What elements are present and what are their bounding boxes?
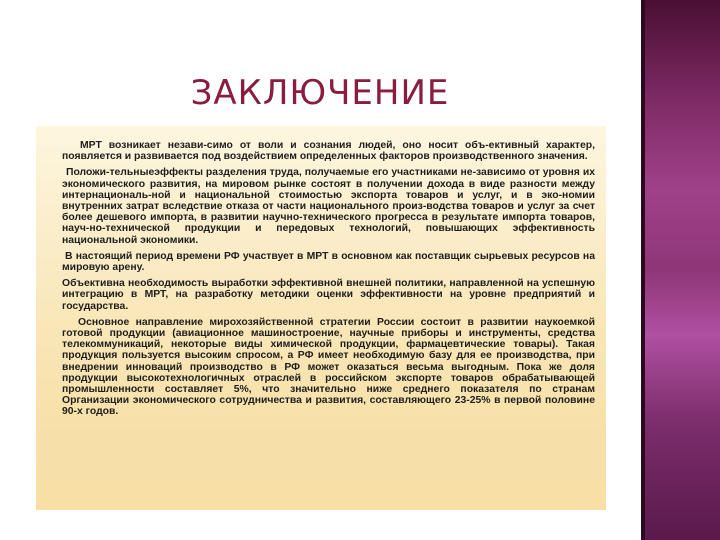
paragraph-3: В настоящий период времени РФ участвует в МРТ в основном как поставщик сырьевых ресурсов на мировую арену. — [62, 250, 595, 274]
decorative-side-band — [641, 0, 720, 540]
paragraph-5: Основное направление мирохозяйственной стратегии России состоит в развитии наукоемкой готовой продукции (авиационное машиностроение, научные приборы и инструменты, средства телекоммуникаций, некоторые виды химической продукции, фармацевтические товары). Такая продукция пользуется высоким спросом, а РФ имеет необходимую базу для ее производства, при внедрении инноваций производство в РФ может оказаться весьма выгодным. Пока же доля продукции высокотехнологичных отраслей в российском экспорте товаров обрабатывающей промышленности составляет 5%, что значительно ниже среднего показателя по странам Организации экономического сотрудничества и развития, составляющего 23-25% в первой половине 90-х годов. — [62, 316, 595, 418]
slide-title: ЗАКЛЮЧЕНИЕ — [190, 73, 450, 113]
paragraph-1: МРТ возникает незави-симо от воли и сознания людей, оно носит объ-ективный характер, появляется и развивается под воздействием определенных факторов производственного значения. — [62, 140, 595, 163]
paragraph-4: Объективна необходимость выработки эффективной внешней политики, направленной на успешную интеграцию в МРТ, на разработку методики оценки эффективности на уровне предприятий и государства. — [62, 278, 595, 312]
content-text — [62, 140, 595, 423]
paragraph-2: Положи-тельныеэффекты разделения труда, получаемые его участниками не-зависимо от уровня их экономического развития, на мировом рынке состоят в получении дохода в виде разности между интернациональ-ной и национальной стоимостью экспорта товаров и услуг, и в эко-номии внутренних затрат вследствие отказа от части национального произ-водства товаров и услуг за счет более дешевого импорта, в развитии научно-технического прогресса в результате импорта товаров, науч-но-технической продукции и передовых технологий, повышающих эффективность национальной экономики. — [62, 167, 595, 246]
content-box — [36, 126, 606, 510]
